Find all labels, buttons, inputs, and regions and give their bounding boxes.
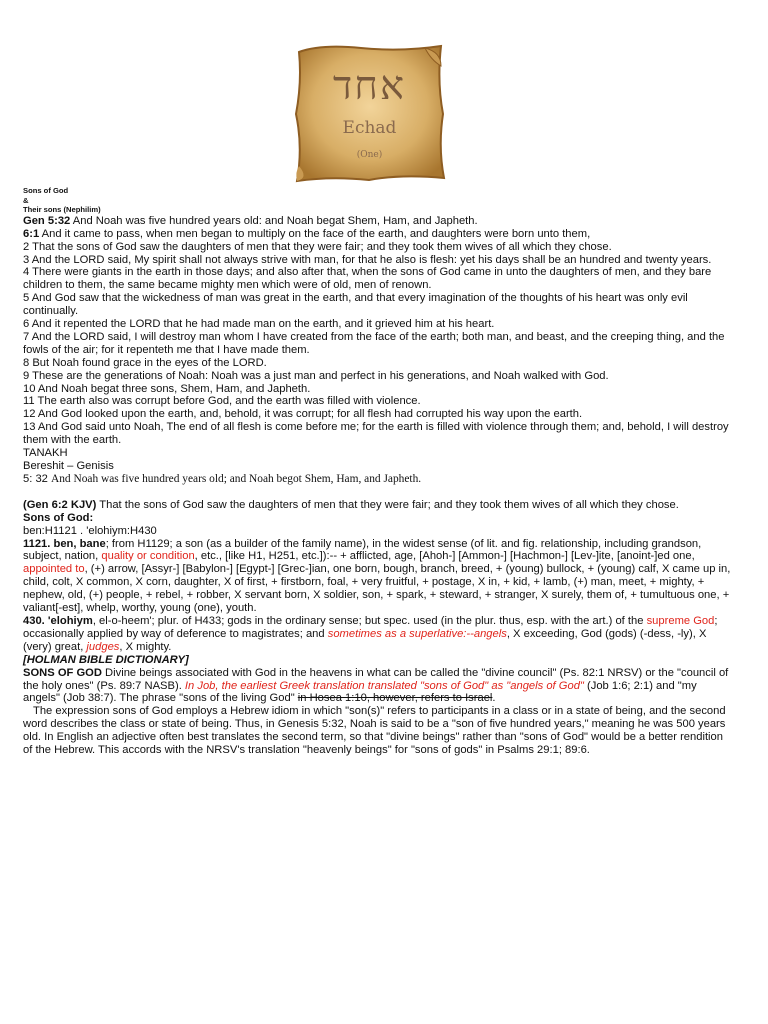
- gen-6-11: 11 The earth also was corrupt before God, and the earth was filled with violence.: [23, 395, 421, 408]
- logo-title: Echad: [342, 118, 397, 138]
- h430-text: , X exceeding, God (gods) (-dess, -ly), X (very) great,: [23, 627, 707, 653]
- gen-6-1: [23, 228, 733, 241]
- gen-6-4: 4 There were giants in the earth in those days; and also after that, when the sons of God came in unto the daughters of men, and they bare children to them, the same became mighty men which were of old, men of renown.: [23, 266, 712, 292]
- verse-ref: 6:1: [23, 227, 40, 240]
- holman-text: Divine beings associated with God in the heavens in what can be called the "divine council" (Ps. 82:1 NRSV) or the "council of the holy ones" (Ps. 89:7 NASB).: [23, 666, 729, 692]
- gen-6-5: 5 And God saw that the wickedness of man was great in the earth, and that every imagination of the thoughts of his heart was only evil continually.: [23, 292, 688, 318]
- kjv-ref: (Gen 6:2 KJV): [23, 498, 97, 511]
- h430-text: ; occasionally applied by way of deference to magistrates; and: [23, 614, 718, 640]
- header-line-2: &: [23, 195, 29, 205]
- holman-text: (Job 1:6; 2:1) and "my angels" (Job 38:7). The phrase "sons of the living God": [23, 679, 697, 705]
- h430-title: 430. 'elohiym: [23, 614, 93, 627]
- h430-text: , X mighty.: [119, 640, 172, 653]
- strongs-h430: [23, 615, 733, 654]
- spacer: [23, 486, 733, 499]
- gen-6-6: 6 And it repented the LORD that he had made man on the earth, and it grieved him at his heart.: [23, 318, 495, 331]
- verse-text: And it came to pass, when men began to multiply on the face of the earth, and daughters were born unto them,: [39, 227, 591, 240]
- h1121-text: ; from H1129; a son (as a builder of the family name), in the widest sense (of lit. and fig. relationship, including grandson, subject, nation,: [23, 537, 702, 563]
- gen-6-12: 12 And God looked upon the earth, and, behold, it was corrupt; for all flesh had corrupted his way upon the earth.: [23, 408, 583, 421]
- h430-highlight: judges: [86, 640, 120, 653]
- header-line-3: Their sons (Nephilim): [23, 205, 101, 215]
- strongs-codes: ben:H1121 . 'elohiym:H430: [23, 524, 157, 537]
- holman-strikethrough: in Hosea 1:10, however, refers to Israel: [297, 692, 493, 705]
- gen-6-8: 8 But Noah found grace in the eyes of the LORD.: [23, 356, 267, 369]
- holman-text: .: [492, 692, 496, 705]
- h1121-title: 1121. ben, bane: [23, 537, 106, 550]
- gen-6-9: 9 These are the generations of Noah: Noah was a just man and perfect in his generations, and Noah walked with God.: [23, 369, 609, 382]
- logo-subtitle: (One): [356, 150, 383, 160]
- h1121-highlight: quality or condition: [101, 550, 195, 563]
- holman-term: SONS OF GOD: [23, 666, 102, 679]
- tanakh-book: Bereshit – Genisis: [23, 460, 114, 472]
- kjv-verse: [23, 499, 733, 512]
- h1121-text: , etc., [like H1, H251, etc.]):-- + afflicted, age, [Ahoh-] [Ammon-] [Hachmon-] [Lev-]ite, [anoint-]ed one,: [194, 550, 695, 563]
- doc-header: [23, 186, 733, 215]
- gen-6-2: 2 That the sons of God saw the daughters of men that they were fair; and they took them wives of all which they chose.: [23, 240, 612, 253]
- gen-6-10: 10 And Noah begat three sons, Shem, Ham, and Japheth.: [23, 382, 311, 395]
- holman-highlight: In Job, the earliest Greek translation translated "sons of God" as "angels of God": [184, 679, 584, 692]
- h430-highlight: sometimes as a superlative:--angels: [327, 627, 507, 640]
- h430-text: , el-o-heem'; plur. of H433; gods in the ordinary sense; but spec. used (in the plur. thus, esp. with the art.) of the: [92, 614, 647, 627]
- h1121-highlight: appointed to: [23, 563, 85, 576]
- gen-6-13: 13 And God said unto Noah, The end of all flesh is come before me; for the earth is filled with violence through them; and, behold, I will destroy them with the earth.: [23, 421, 729, 447]
- gen-6-3: 3 And the LORD said, My spirit shall not always strive with man, for that he also is flesh: yet his days shall be an hundred and twenty years.: [23, 253, 712, 266]
- strongs-h1121: [23, 538, 733, 615]
- echad-parchment-logo: [291, 42, 448, 184]
- tanakh-verse: [23, 473, 733, 486]
- tanakh-title: TANAKH: [23, 447, 68, 460]
- tanakh-text: And Noah was five hundred years old; and Noah begot Shem, Ham, and Japheth.: [51, 472, 422, 485]
- kjv-text: That the sons of God saw the daughters of men that they were fair; and they took them wives of all which they chose.: [96, 498, 679, 511]
- gen-6-7: 7 And the LORD said, I will destroy man whom I have created from the face of the earth; both man, and beast, and the creeping thing, and the fowls of the air; for it repenteth me that I have made them.: [23, 330, 725, 356]
- verse-ref: Gen 5:32: [23, 214, 71, 227]
- header-line-1: Sons of God: [23, 186, 69, 195]
- verse-text: And Noah was five hundred years old: and Noah begat Shem, Ham, and Japheth.: [70, 214, 478, 227]
- holman-paragraph-1: [23, 667, 733, 706]
- hebrew-word: אחד: [333, 63, 406, 109]
- holman-paragraph-2: The expression sons of God employs a Hebrew idiom in which "son(s)" refers to participants in a class or in a state of being, and the second word describes the class or state of being. Thus, in Genesis 5:32, Noah is said to be a "son of five hundred years," meaning he was 500 years old. In English an adjective often best translates the second term, so that "divine beings" rather than "sons of God" would be a better rendition of the Hebrew. This accords with the NRSV's translation "heavenly beings" for "sons of gods" in Psalms 29:1; 89:6.: [23, 705, 726, 757]
- document-body: [23, 186, 733, 757]
- gen-5-32: [23, 215, 733, 228]
- holman-heading: [HOLMAN BIBLE DICTIONARY]: [23, 653, 189, 666]
- sons-of-god-heading: Sons of God:: [23, 511, 94, 524]
- h1121-text: , (+) arrow, [Assyr-] [Babylon-] [Egypt-] [Grec-]ian, one born, bough, branch, breed, + (young) bullock, + (young) calf, X came up in, child, colt, X common, X corn, daughter, X of first, + firstborn, foal, + very fruitful, + postage, X in, + kid, + lamb, (+) man, meet, + mighty, + nephew, old, (+) people, + rebel, + robber, X servant born, X soldier, son, + spark, + steward, + stranger, X surely, them of, + tumultuous one, + valiant[-est], whelp, worthy, young (one), youth.: [23, 563, 731, 615]
- tanakh-ref: 5: 32: [23, 472, 51, 485]
- h430-highlight: supreme God: [646, 614, 715, 627]
